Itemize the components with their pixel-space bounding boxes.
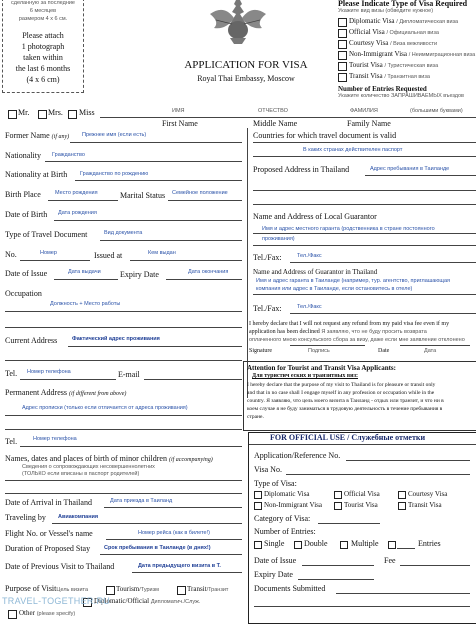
page-title: APPLICATION FOR VISA xyxy=(184,59,308,71)
marital-status-label: Marital Status xyxy=(120,191,166,200)
guarantor-thailand-hint-1: Имя и адрес гаранта в Таиланде (например, тур. агентство, приглашающая xyxy=(256,278,450,284)
nationality-birth-label: Nationality at Birth xyxy=(5,170,68,179)
permanent-address-label: Permanent Address (if different from above) xyxy=(5,388,127,397)
tel-hint: Номер телефона xyxy=(27,369,71,375)
attention-text-2: and that in no case shall I engage myself in any profession or occupation while in the xyxy=(247,390,435,396)
entries-double-label: Double xyxy=(304,539,328,548)
middle-name-ru: ОТЧЕСТВО xyxy=(258,108,288,114)
visa-tourist-label: Tourist Visa / Туристическая виза xyxy=(349,61,439,69)
traveling-by-hint: Авиакомпания xyxy=(58,514,99,520)
signature-label: Signature xyxy=(249,348,272,354)
title-mrs-label: Mrs. xyxy=(48,108,63,117)
official-transit-checkbox[interactable] xyxy=(398,502,406,510)
date-label: Date xyxy=(378,348,390,354)
official-courtesy-checkbox[interactable] xyxy=(398,491,406,499)
local-guarantor-label: Name and Address of Local Guarantor xyxy=(253,212,377,221)
entries-double-checkbox[interactable] xyxy=(294,541,302,549)
entries-label: Entries xyxy=(418,539,441,548)
official-nonimmigrant-label: Non-Immigrant Visa xyxy=(264,501,322,509)
expiry-date-hint: Дата окончания xyxy=(188,269,229,275)
official-expiry-label: Expiry Date xyxy=(254,570,293,579)
family-name-label: Family Name xyxy=(347,119,391,128)
nationality-hint: Гражданство xyxy=(52,152,85,158)
visa-nonimmigrant-checkbox[interactable] xyxy=(338,51,347,60)
minors-hint-2: (ТОЛЬКО если вписаны в паспорт родителей) xyxy=(22,471,140,477)
official-courtesy-label: Courtesy Visa xyxy=(408,490,448,498)
page-subtitle: Royal Thai Embassy, Moscow xyxy=(197,74,295,83)
telfax-2-hint: Тел./Факс xyxy=(297,304,322,310)
countries-label: Countries for which travel document is valid xyxy=(253,131,397,140)
guarantor-thailand-hint-2: компания или адрес в Таиланде, если остановитесь в отеле) xyxy=(256,286,413,292)
attention-heading: Attention for Tourist and Transit Visa Applicants: xyxy=(247,364,396,372)
watermark: TRAVEL-TOGETHER.RU xyxy=(2,596,111,606)
nationality-label: Nationality xyxy=(5,151,41,160)
email-label: E-mail xyxy=(118,370,140,379)
app-ref-label: Application/Reference No. xyxy=(254,451,341,460)
num-entries-label: Number of Entries: xyxy=(254,527,316,536)
visa-no-label: Visa No. xyxy=(254,465,282,474)
doc-number-label: No. xyxy=(5,250,17,259)
declaration-line-2: application has been declined Я заявляю, что не буду просить возврата xyxy=(249,329,427,335)
photo-note-ru-2: 6 месяцев xyxy=(29,8,57,14)
entries-requested-ru: Укажите количество ЗАПРАШИВАЕМЫХ въездов xyxy=(338,93,464,99)
visa-nonimmigrant-label: Non-Immigrant Visa / Неиммиграционная виза xyxy=(349,50,476,58)
visa-transit-label: Transit Visa / Транзитная виза xyxy=(349,72,430,80)
entries-multiple-label: Multiple xyxy=(351,539,379,548)
entries-requested-heading: Number of Entries Requested xyxy=(338,85,427,93)
occupation-label: Occupation xyxy=(5,289,42,298)
category-label: Category of Visa: xyxy=(254,514,311,523)
thai-emblem-icon xyxy=(206,0,270,44)
purpose-other-label: Other (please specify) xyxy=(19,609,76,617)
official-transit-label: Transit Visa xyxy=(408,501,442,509)
date-of-issue-hint: Дата выдачи xyxy=(68,269,101,275)
purpose-transit-checkbox[interactable] xyxy=(177,586,186,595)
photo-box xyxy=(2,0,84,93)
entries-single-checkbox[interactable] xyxy=(254,541,262,549)
purpose-transit-label: Transit/Транзит xyxy=(187,585,229,593)
guarantor-thailand-label: Name and Address of Guarantor in Thailand xyxy=(253,268,378,276)
telfax-2-label: Tel./Fax: xyxy=(253,304,282,313)
signature-ru: Подпись xyxy=(308,348,330,354)
official-official-label: Official Visa xyxy=(344,490,380,498)
date-of-issue-label: Date of Issue xyxy=(5,269,48,278)
title-miss-checkbox[interactable] xyxy=(68,110,77,119)
photo-line-5: (4 x 6 cm) xyxy=(26,75,60,84)
photo-note-ru-1: сделанную за последние xyxy=(10,0,75,6)
visa-diplomatic-checkbox[interactable] xyxy=(338,18,347,27)
permanent-address-hint: Адрес прописки (только если отличается от адреса проживания) xyxy=(22,405,188,411)
title-miss-label: Miss xyxy=(79,108,95,117)
first-name-ru: ИМЯ xyxy=(172,108,185,114)
photo-line-3: taken within xyxy=(23,53,63,62)
declaration-line-1: I hereby declare that I will not request any refund from my paid visa fee even if my xyxy=(249,321,450,327)
minors-hint-1: Сведения о сопровождающих несовершеннолетних xyxy=(22,464,155,470)
arrival-date-label: Date of Arrival in Thailand xyxy=(5,498,92,507)
type-of-visa-label: Type of Visa: xyxy=(254,479,297,488)
arrival-date-hint: Дата приезда в Таиланд xyxy=(110,498,173,504)
visa-transit-checkbox[interactable] xyxy=(338,73,347,82)
duration-label: Duration of Proposed Stay xyxy=(5,544,91,553)
official-fee-label: Fee xyxy=(384,556,396,565)
issued-at-hint: Кем выдан xyxy=(148,250,176,256)
marital-status-hint: Семейное положение xyxy=(172,190,228,196)
duration-hint: Срок пребывания в Таиланде (в днях!) xyxy=(104,545,211,551)
traveling-by-label: Traveling by xyxy=(5,513,46,522)
date-of-birth-label: Date of Birth xyxy=(5,210,48,219)
photo-note-ru-3: размером 4 х 6 см. xyxy=(18,16,68,22)
tel-label: Tel. xyxy=(5,369,18,378)
countries-hint: В каких странах действителен паспорт xyxy=(303,147,403,153)
flight-label: Flight No. or Vessel's name xyxy=(5,529,93,538)
official-diplomatic-label: Diplomatic Visa xyxy=(264,490,310,498)
nationality-birth-hint: Гражданство по рождению xyxy=(80,171,149,177)
official-tourist-label: Tourist Visa xyxy=(344,501,378,509)
purpose-tourism-label: Tourism/Туризм xyxy=(116,585,159,593)
flight-hint: Номер рейса (как в билете!) xyxy=(138,530,210,536)
attention-text-3: country. Я заявляю, что цель моего визита в Таиланд - отдых или транзит, и что ни в xyxy=(247,398,444,404)
visa-diplomatic-label: Diplomatic Visa / Дипломатическая виза xyxy=(349,17,459,25)
birth-place-label: Birth Place xyxy=(5,190,41,199)
photo-line-4: the last 6 months xyxy=(15,64,71,73)
attention-box xyxy=(243,361,476,431)
visa-tourist-checkbox[interactable] xyxy=(338,62,347,71)
family-name-ru: ФАМИЛИЯ xyxy=(350,108,378,114)
purpose-diplomatic-label: Diplomatic/Official Дипломатич./Служ. xyxy=(94,597,201,605)
former-name-label: Former Name (if any) xyxy=(5,131,70,140)
official-official-checkbox[interactable] xyxy=(334,491,342,499)
title-mr-label: Mr. xyxy=(18,108,30,117)
title-mrs-checkbox[interactable] xyxy=(38,110,47,119)
local-guarantor-hint-2: проживания) xyxy=(262,236,295,242)
documents-submitted-label: Documents Submitted xyxy=(254,584,326,593)
travel-doc-label: Type of Travel Document xyxy=(5,230,88,239)
attention-text-5: стране. xyxy=(247,414,264,420)
attention-text-4: коем случае я не буду заниматься в трудовую деятельность в течение пребывания в xyxy=(247,406,443,412)
photo-line-2: 1 photograph xyxy=(21,42,65,51)
photo-line-1: Please attach xyxy=(22,31,64,40)
telfax-1-hint: Тел./Факс xyxy=(297,253,322,259)
current-address-label: Current Address xyxy=(5,336,58,345)
minors-label: Names, dates and places of birth of minor children (if accompanying) xyxy=(5,454,213,463)
date-of-birth-hint: Дата рождения xyxy=(58,210,97,216)
previous-visit-hint: Дата предыдущего визита в Т. xyxy=(138,563,221,569)
local-guarantor-hint-1: Имя и адрес местного гаранта (родственника в стране постоянного xyxy=(262,226,435,232)
tel2-hint: Номер телефона xyxy=(33,436,77,442)
proposed-address-label: Proposed Address in Thailand xyxy=(253,165,350,174)
birth-place-hint: Место рождения xyxy=(55,190,98,196)
telfax-1-label: Tel./Fax: xyxy=(253,253,282,262)
visa-official-checkbox[interactable] xyxy=(338,29,347,38)
current-address-hint: Фактический адрес проживания xyxy=(72,336,160,342)
expiry-date-label: Expiry Date xyxy=(120,270,159,279)
official-use-title: FOR OFFICIAL USE / Служебные отметки xyxy=(270,433,426,442)
middle-name-label: Middle Name xyxy=(253,119,298,128)
official-date-issue-label: Date of Issue xyxy=(254,556,297,565)
capitals-ru: (большими буквами) xyxy=(410,108,463,114)
occupation-hint: Должность + Место работы xyxy=(50,301,121,307)
purpose-label: Purpose of VisitЦель визита xyxy=(5,584,89,593)
official-nonimmigrant-checkbox[interactable] xyxy=(254,502,262,510)
entries-other-checkbox[interactable] xyxy=(388,541,396,549)
issued-at-label: Issued at xyxy=(94,251,123,260)
official-tourist-checkbox[interactable] xyxy=(334,502,342,510)
visa-type-heading-ru: Укажите вид визы (обведите нужное) xyxy=(338,8,434,14)
doc-number-hint: Номер xyxy=(40,250,57,256)
attention-text-1: I hereby declare that the purpose of my visit to Thailand is for pleasure or transit only xyxy=(247,382,436,388)
entries-multiple-checkbox[interactable] xyxy=(340,541,348,549)
entries-single-label: Single xyxy=(264,539,285,548)
purpose-other-checkbox[interactable] xyxy=(8,610,17,619)
former-name-hint: Прежнее имя (если есть) xyxy=(82,132,147,138)
visa-courtesy-label: Courtesy Visa / Виза вежливости xyxy=(349,39,438,47)
first-name-label: First Name xyxy=(162,119,198,128)
official-diplomatic-checkbox[interactable] xyxy=(254,491,262,499)
previous-visit-label: Date of Previous Visit to Thailand xyxy=(5,562,115,571)
tel2-label: Tel. xyxy=(5,437,18,446)
purpose-tourism-checkbox[interactable] xyxy=(106,586,115,595)
attention-heading-ru: Для туристич еских и транзитных виз: xyxy=(252,373,359,379)
date-ru: Дата xyxy=(424,348,437,354)
visa-courtesy-checkbox[interactable] xyxy=(338,40,347,49)
proposed-address-hint: Адрес пребывания в Таиланде xyxy=(370,166,450,172)
visa-official-label: Official Visa / Официальная виза xyxy=(349,28,439,36)
visa-type-heading: Please Indicate Type of Visa Required xyxy=(338,0,468,8)
declaration-line-3: оплаченного мною консульского сбора за визу, даже если мне заявление отклонено xyxy=(249,337,465,343)
title-mr-checkbox[interactable] xyxy=(8,110,17,119)
travel-doc-hint: Вид документа xyxy=(104,230,143,236)
